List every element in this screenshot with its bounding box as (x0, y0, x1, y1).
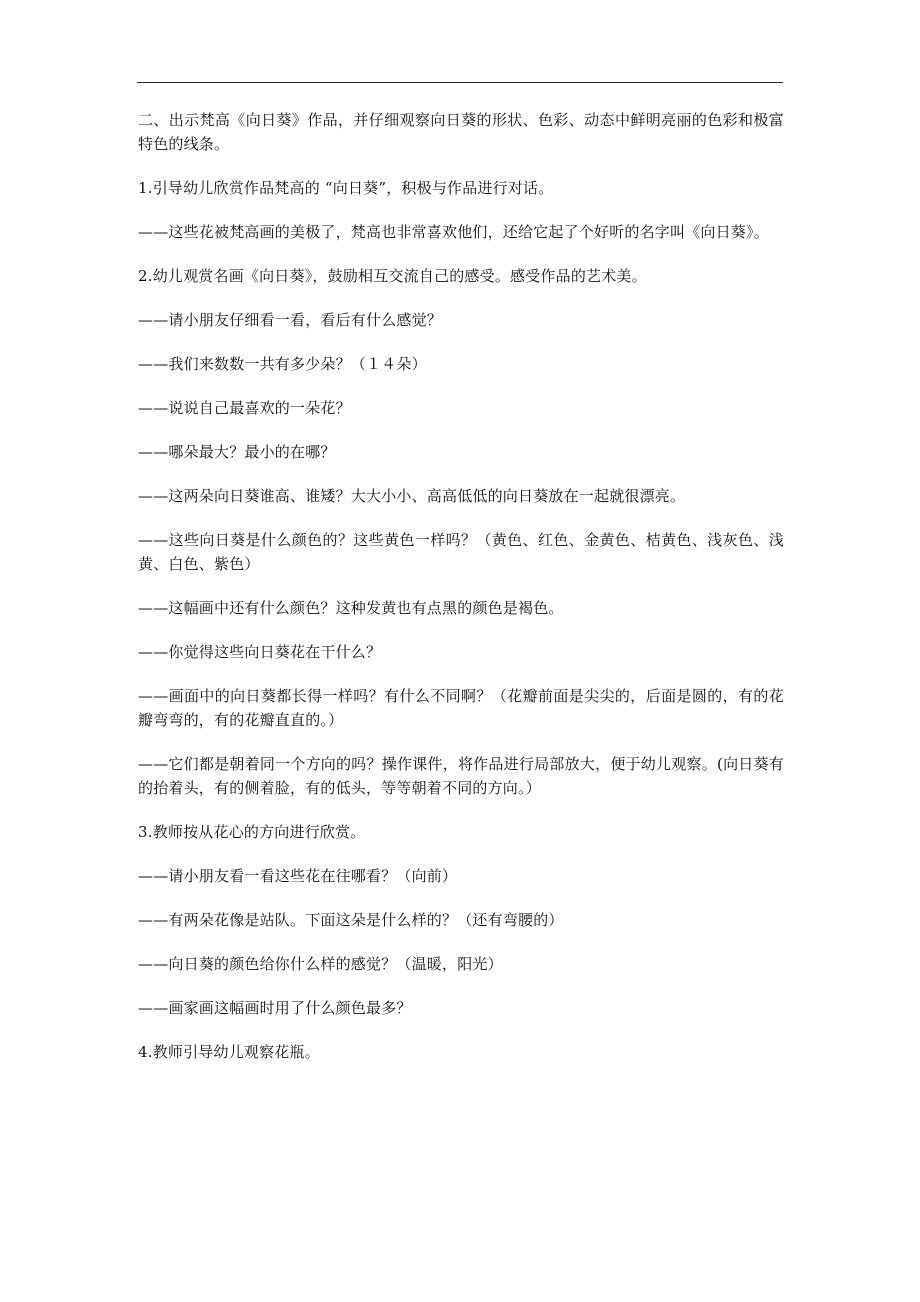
paragraph: ——画面中的向日葵都长得一样吗？有什么不同啊？（花瓣前面是尖尖的，后面是圆的，有的花瓣弯弯的，有的花瓣直直的。） (138, 687, 784, 729)
paragraph: 二、出示梵高《向日葵》作品，并仔细观察向日葵的形状、色彩、动态中鲜明亮丽的色彩和极富特色的线条。 (138, 111, 784, 153)
paragraph: ——请小朋友仔细看一看，看后有什么感觉？ (138, 311, 443, 329)
paragraph: ——这些花被梵高画的美极了，梵高也非常喜欢他们，还给它起了个好听的名字叫《向日葵》。 (138, 223, 769, 241)
paragraph: ——我们来数数一共有多少朵？（１４朵） (138, 355, 427, 373)
paragraph: ——这些向日葵是什么颜色的？这些黄色一样吗？（黄色、红色、金黄色、桔黄色、浅灰色、浅黄、白色、紫色） (138, 531, 784, 573)
paragraph: ——你觉得这些向日葵花在干什么？ (138, 643, 382, 661)
paragraph: ——有两朵花像是站队。下面这朵是什么样的？（还有弯腰的） (138, 911, 564, 929)
paragraph: 2.幼儿观赏名画《向日葵》，鼓励相互交流自己的感受。感受作品的艺术美。 (138, 267, 647, 285)
paragraph: ——这幅画中还有什么颜色？这种发黄也有点黑的颜色是褐色。 (138, 599, 564, 617)
paragraph: 3.教师按从花心的方向进行欣赏。 (138, 823, 366, 841)
header-rule (137, 82, 783, 83)
paragraph: ——它们都是朝着同一个方向的吗？操作课件，将作品进行局部放大，便于幼儿观察。(向日葵有的抬着头，有的侧着脸，有的低头，等等朝着不同的方向。） (138, 755, 784, 797)
document-body (138, 108, 784, 1084)
paragraph: ——说说自己最喜欢的一朵花？ (138, 399, 351, 417)
paragraph: ——这两朵向日葵谁高、谁矮？大大小小、高高低低的向日葵放在一起就很漂亮。 (138, 487, 686, 505)
paragraph: ——画家画这幅画时用了什么颜色最多？ (138, 999, 412, 1017)
paragraph: ——请小朋友看一看这些花在往哪看？（向前） (138, 867, 458, 885)
paragraph: ——哪朵最大？最小的在哪？ (138, 443, 336, 461)
paragraph: ——向日葵的颜色给你什么样的感觉？（温暖，阳光） (138, 955, 503, 973)
paragraph: 1.引导幼儿欣赏作品梵高的 “向日葵”，积极与作品进行对话。 (138, 179, 554, 197)
paragraph: 4.教师引导幼儿观察花瓶。 (138, 1043, 320, 1061)
